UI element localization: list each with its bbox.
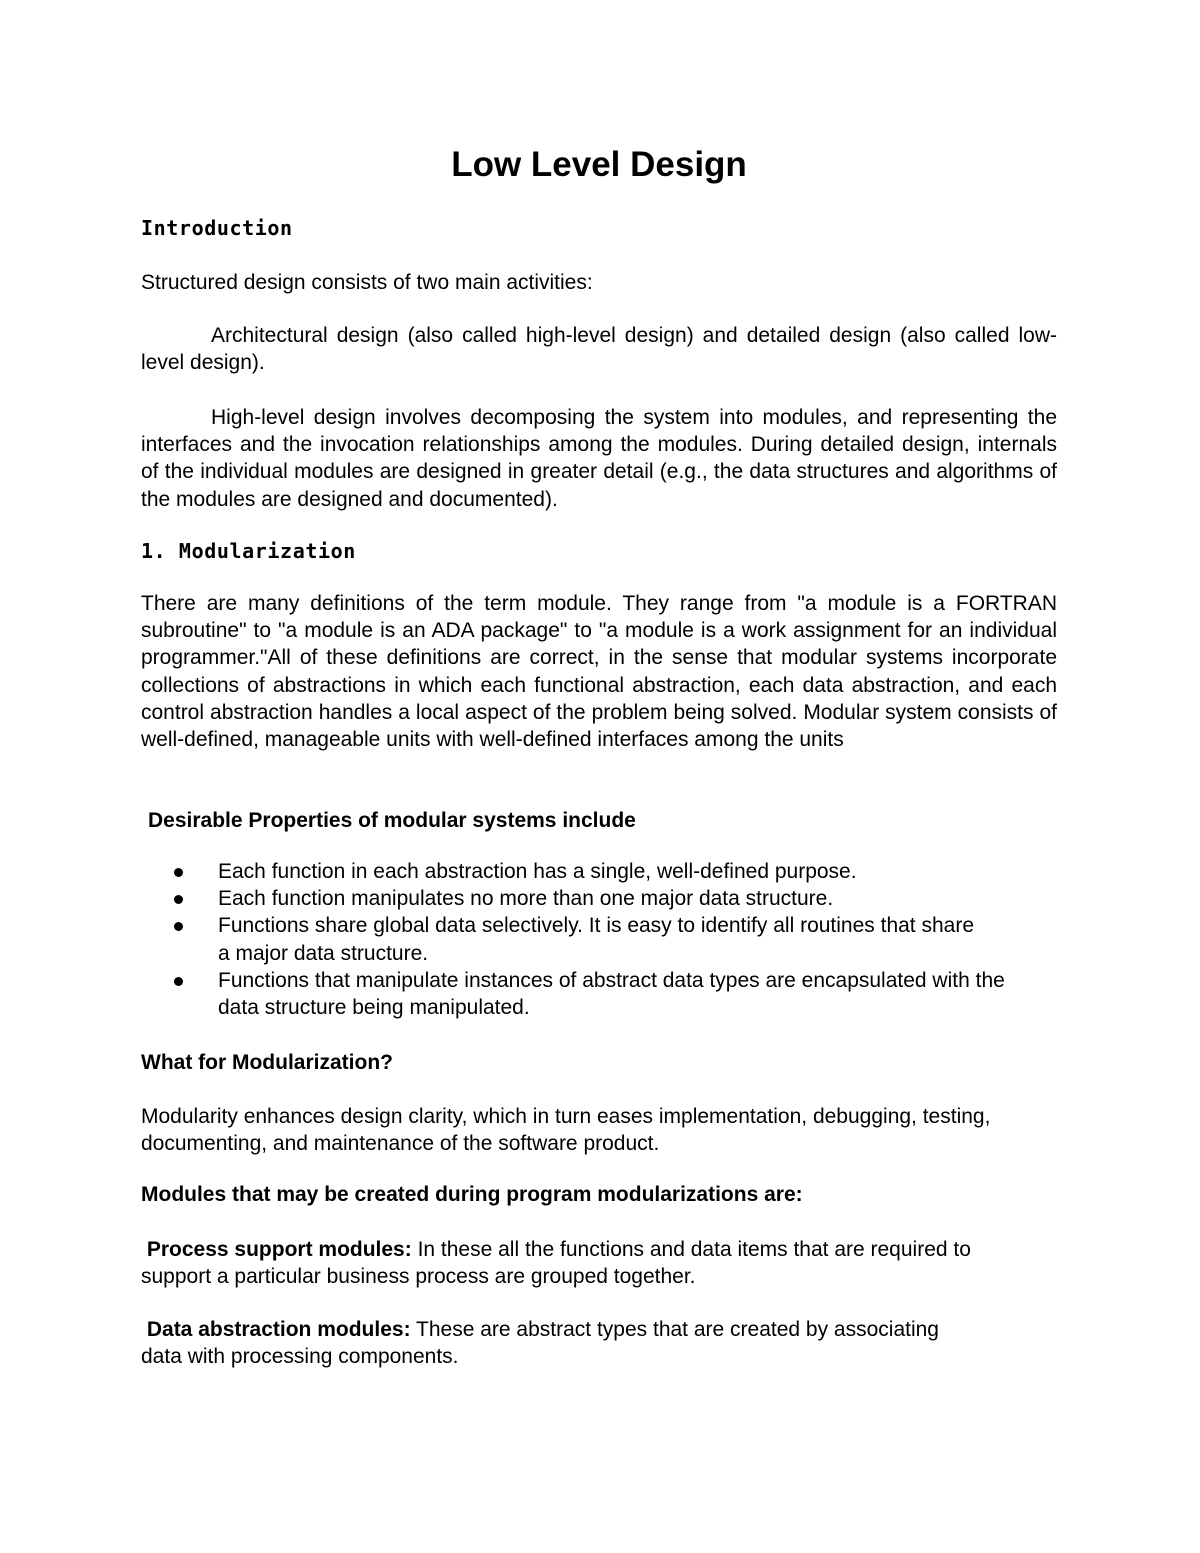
bullet-icon: [174, 922, 183, 931]
what-for-heading: What for Modularization?: [141, 1051, 393, 1074]
data-abstraction-paragraph: [141, 1316, 971, 1370]
properties-heading: Desirable Properties of modular systems include: [148, 809, 636, 832]
list-item: [141, 967, 1018, 1021]
properties-list: [141, 858, 1057, 1021]
modules-heading: Modules that may be created during program modularizations are:: [141, 1183, 803, 1206]
process-support-label: Process support modules:: [146, 1238, 412, 1261]
list-item-text: Functions share global data selectively. It is easy to identify all routines that share a major data structure.: [218, 914, 975, 965]
list-item: [141, 858, 1018, 885]
list-item-text: Each function manipulates no more than one major data structure.: [218, 887, 834, 911]
bullet-icon: [174, 977, 183, 986]
bullet-icon: [174, 895, 183, 904]
intro-paragraph-1: Architectural design (also called high-level design) and detailed design (also called low-level design).: [141, 324, 1057, 375]
list-item: [141, 912, 978, 966]
modularization-paragraph: There are many definitions of the term module. They range from "a module is a FORTRAN subroutine" to "a module is an ADA package" to "a module is a work assignment for an individual programmer."All of these definitions are correct, in the sense that modular systems incorporate collections of abstractions in which each functional abstraction, each data abstraction, and each control abstraction handles a local aspect of the problem being solved. Modular system consists of well-defined, manageable units with well-defined interfaces among the units: [141, 592, 1057, 752]
process-support-text: In these all the functions and data items that are required to support a particular business process are grouped together.: [141, 1238, 971, 1289]
data-abstraction-text: These are abstract types that are created by associating data with processing components.: [141, 1318, 939, 1369]
introduction-heading: Introduction: [141, 216, 293, 240]
data-abstraction-label: Data abstraction modules:: [146, 1318, 411, 1341]
document-title: Low Level Design: [451, 145, 747, 184]
process-support-paragraph: [141, 1236, 971, 1290]
intro-paragraph-2: High-level design involves decomposing the system into modules, and representing the interfaces and the invocation relationships among the modules. During detailed design, internals of the individual modules are designed in greater detail (e.g., the data structures and algorithms of the modules are designed and documented).: [141, 406, 1057, 511]
what-for-paragraph: Modularity enhances design clarity, which in turn eases implementation, debugging, testing, documenting, and maintenance of the software product.: [141, 1105, 991, 1156]
list-item-text: Functions that manipulate instances of abstract data types are encapsulated with the data structure being manipulated.: [218, 968, 1005, 1020]
bullet-icon: [174, 868, 183, 877]
list-item: [141, 885, 1018, 912]
modularization-heading: 1. Modularization: [141, 539, 356, 563]
list-item-text: Each function in each abstraction has a single, well-defined purpose.: [218, 860, 857, 883]
intro-line: Structured design consists of two main activities:: [141, 271, 593, 294]
